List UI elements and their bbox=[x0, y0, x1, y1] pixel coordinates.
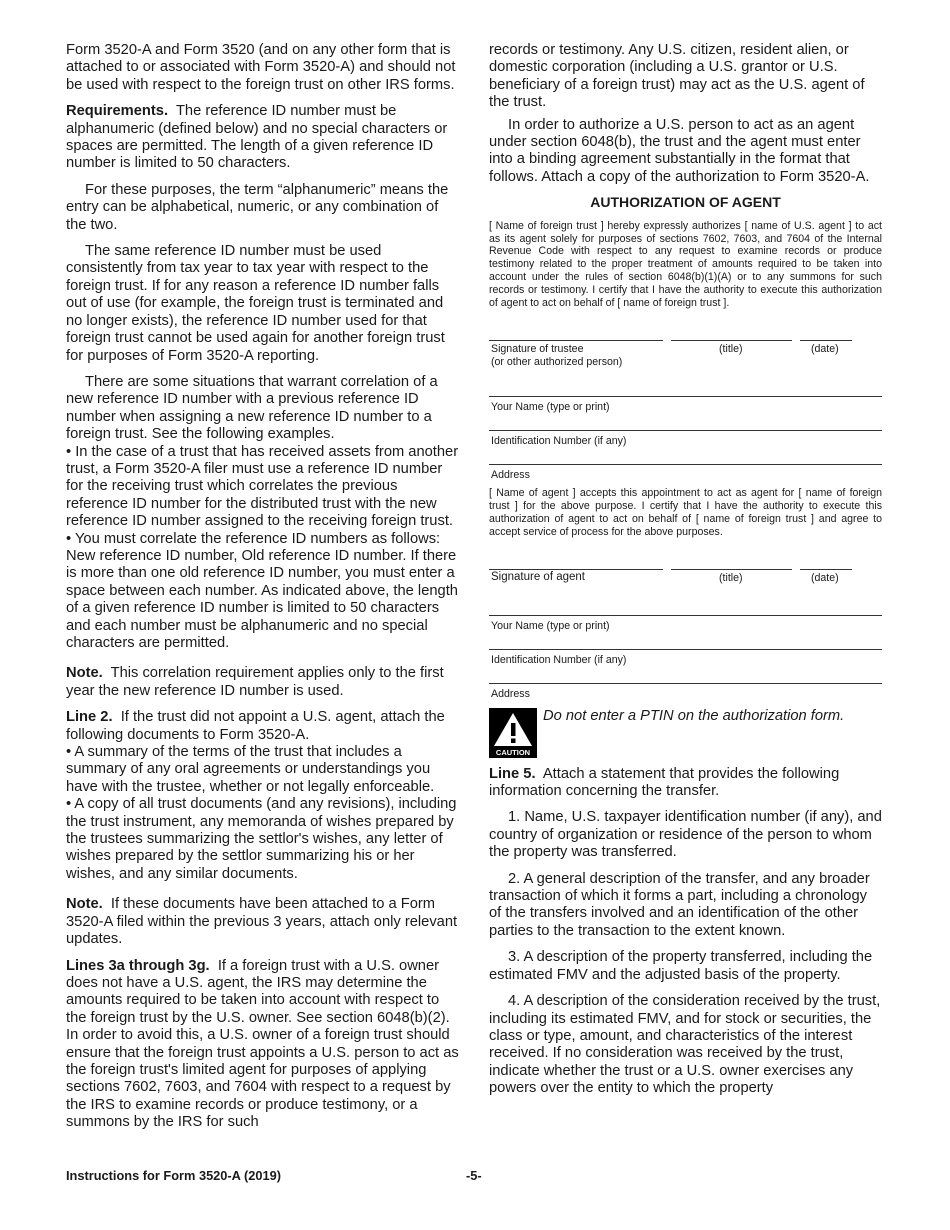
footer-title: Instructions for Form 3520-A (2019) bbox=[66, 1168, 281, 1183]
right-column bbox=[489, 42, 882, 1107]
id-line bbox=[489, 430, 882, 464]
page-number: -5- bbox=[466, 1168, 482, 1183]
agent-acceptance-text: [ Name of agent ] accepts this appointment to act as agent for [ name of foreign trust ] for the above purpose. I certify that I have the authority to execute this authorization of agent to act on behalf of [ name of foreign trust ] and agree to accept service of process for the above purposes. bbox=[489, 487, 882, 538]
left-column bbox=[66, 42, 462, 1141]
section-label: Lines 3a through 3g. bbox=[66, 957, 210, 974]
bullet-item: • A copy of all trust documents (and any revisions), including the trust instrument, any memoranda of wishes prepared by the trustees summarizing the settlor's wishes, any letter of wishes prepared by the settlor summarizing his or her wishes, and any similar documents. bbox=[66, 796, 457, 882]
bullet-item: • You must correlate the reference ID numbers as follows: New reference ID number, Old reference ID number. If there is more than one old reference ID number, you must enter a space between each number. As indicated above, the length of a given reference ID number is limited to 50 characters and each number must be alphanumeric and no special characters are permitted. bbox=[66, 530, 458, 651]
authorization-text: [ Name of foreign trust ] hereby expressly authorizes [ name of U.S. agent ] to act as its agent solely for purposes of sections 7602, 7603, and 7604 of the Internal Revenue Code with respect to any request to examine records or produce testimony related to the proper treatment of amounts required to be taken into account under the rules of section 6048(b)(1)(A) or to any summons for such records or testimony. I certify that I have the authority to execute this authorization of agent to act on behalf of [ name of foreign trust ]. bbox=[489, 219, 882, 310]
title-label: (title) bbox=[719, 343, 743, 355]
name-label: Your Name (type or print) bbox=[491, 401, 610, 413]
paragraph-text: Attach a statement that provides the following information concerning the transfer. bbox=[489, 765, 840, 800]
date-line bbox=[800, 569, 852, 570]
caution-text: Do not enter a PTIN on the authorization form. bbox=[543, 707, 845, 724]
title-line bbox=[671, 569, 792, 570]
name-line bbox=[489, 615, 882, 649]
paragraph: The same reference ID number must be used consistently from tax year to tax year with respect to the foreign trust. If for any reason a reference ID number falls out of use (for example, the foreign trust is terminated and no longer exists), the reference ID number used for that foreign trust cannot be used again for another foreign trust for purposes of Form 3520-A reporting. bbox=[66, 243, 445, 364]
section-label: Requirements. bbox=[66, 103, 169, 120]
caution-note bbox=[489, 708, 882, 758]
date-label: (date) bbox=[811, 571, 839, 584]
lines3-paragraph bbox=[66, 958, 462, 1132]
paragraph-text: The reference ID number must be alphanumeric (defined below) and no special characters or spaces are permitted. The length of a given reference ID number is limited to 50 characters. bbox=[66, 103, 448, 172]
paragraph: For these purposes, the term “alphanumeric” means the entry can be alphabetical, numeric, or any combination of the two. bbox=[66, 181, 449, 233]
note-paragraph bbox=[66, 665, 462, 700]
line5-paragraph bbox=[489, 766, 882, 801]
address-line bbox=[489, 683, 882, 700]
agent-signature-row bbox=[489, 569, 882, 615]
signature-label-text: Signature of trustee bbox=[491, 343, 584, 355]
signature-label: Signature of agent bbox=[491, 570, 585, 583]
paragraph-text: If the trust did not appoint a U.S. agent, attach the following documents to Form 3520-A. bbox=[66, 709, 445, 743]
id-label: Identification Number (if any) bbox=[491, 435, 627, 447]
signature-sublabel: (or other authorized person) bbox=[491, 355, 623, 368]
requirements-paragraph bbox=[66, 103, 462, 173]
list-item: 4. A description of the consideration received by the trust, including its estimated FMV, and for stock or securities, the class or type, amount, and characteristics of the interest received. If no consideration was received by the trust, indicate whether the trust or a U.S. owner exercises any powers over the entity to which the property bbox=[489, 993, 881, 1097]
name-label: Your Name (type or print) bbox=[491, 619, 610, 632]
list-item: 2. A general description of the transfer, and any broader transaction of which it forms a part, including a chronology of the transfers involved and an identification of the other parties to the transaction to the extent known. bbox=[489, 870, 870, 939]
signature-line bbox=[489, 340, 663, 341]
caution-word: CAUTION bbox=[495, 747, 531, 757]
date-line bbox=[800, 340, 852, 341]
paragraph-text: This correlation requirement applies only to the first year the new reference ID number is used. bbox=[66, 665, 444, 699]
trustee-signature-row bbox=[489, 340, 882, 396]
title-label: (title) bbox=[719, 571, 743, 584]
address-label: Address bbox=[491, 469, 530, 481]
line2-paragraph bbox=[66, 709, 462, 744]
section-label: Line 2. bbox=[66, 709, 113, 726]
caution-icon bbox=[489, 708, 537, 758]
address-label: Address bbox=[491, 687, 530, 700]
address-line bbox=[489, 464, 882, 487]
paragraph: There are some situations that warrant correlation of a new reference ID number with a previous reference ID number when assigning a new reference ID number to a foreign trust. See the following examples. bbox=[66, 373, 438, 443]
note-label: Note. bbox=[66, 896, 103, 913]
id-line bbox=[489, 649, 882, 683]
authorization-heading: AUTHORIZATION OF AGENT bbox=[590, 194, 781, 211]
name-line bbox=[489, 396, 882, 430]
paragraph: Form 3520-A and Form 3520 (and on any other form that is attached to or associated with Form 3520-A) and should not be used with respect to the foreign trust on other IRS forms. bbox=[66, 42, 456, 93]
id-label: Identification Number (if any) bbox=[491, 653, 627, 666]
bullet-item: • A summary of the terms of the trust that includes a summary of any oral agreements or understandings you have with the trustee, whether or not legally enforceable. bbox=[66, 744, 435, 795]
signature-label bbox=[491, 343, 622, 368]
list-item: 1. Name, U.S. taxpayer identification number (if any), and country of organization or residence of the person to whom the property was transferred. bbox=[489, 809, 882, 861]
paragraph-text: If these documents have been attached to a Form 3520-A filed within the previous 3 years, attach only relevant updates. bbox=[66, 896, 458, 948]
bullet-item: • In the case of a trust that has received assets from another trust, a Form 3520-A filer must use a reference ID number for the receiving trust which correlates the previous reference ID number for the distributed trust with the new reference ID number assigned to the receiving foreign trust. bbox=[66, 443, 459, 530]
paragraph-text: If a foreign trust with a U.S. owner does not have a U.S. agent, the IRS may determine the amounts required to be taken into account with respect to the foreign trust by the U.S. owner. See section 6048(b)(2). In order to avoid this, a U.S. owner of a foreign trust should ensure that the foreign trust appoints a U.S. person to act as the foreign trust's limited agent for purposes of applying sections 7602, 7603, and 7604 with respect to a request by the IRS to examine records or produce testimony, or a summons by the IRS for such bbox=[66, 957, 459, 1131]
paragraph: In order to authorize a U.S. person to act as an agent under section 6048(b), the trust and the agent must enter into a binding agreement substantially in the format that follows. Attach a copy of the authorization to Form 3520-A. bbox=[489, 116, 870, 185]
date-label: (date) bbox=[811, 343, 839, 355]
list-item: 3. A description of the property transferred, including the estimated FMV and the adjusted basis of the property. bbox=[489, 949, 873, 983]
section-label: Line 5. bbox=[489, 765, 536, 782]
title-line bbox=[671, 340, 792, 341]
paragraph: records or testimony. Any U.S. citizen, resident alien, or domestic corporation (including a U.S. grantor or U.S. beneficiary of a foreign trust) may act as the U.S. agent of the trust. bbox=[489, 42, 865, 111]
note-label: Note. bbox=[66, 665, 103, 682]
note-paragraph bbox=[66, 896, 462, 948]
signature-line bbox=[489, 569, 663, 570]
